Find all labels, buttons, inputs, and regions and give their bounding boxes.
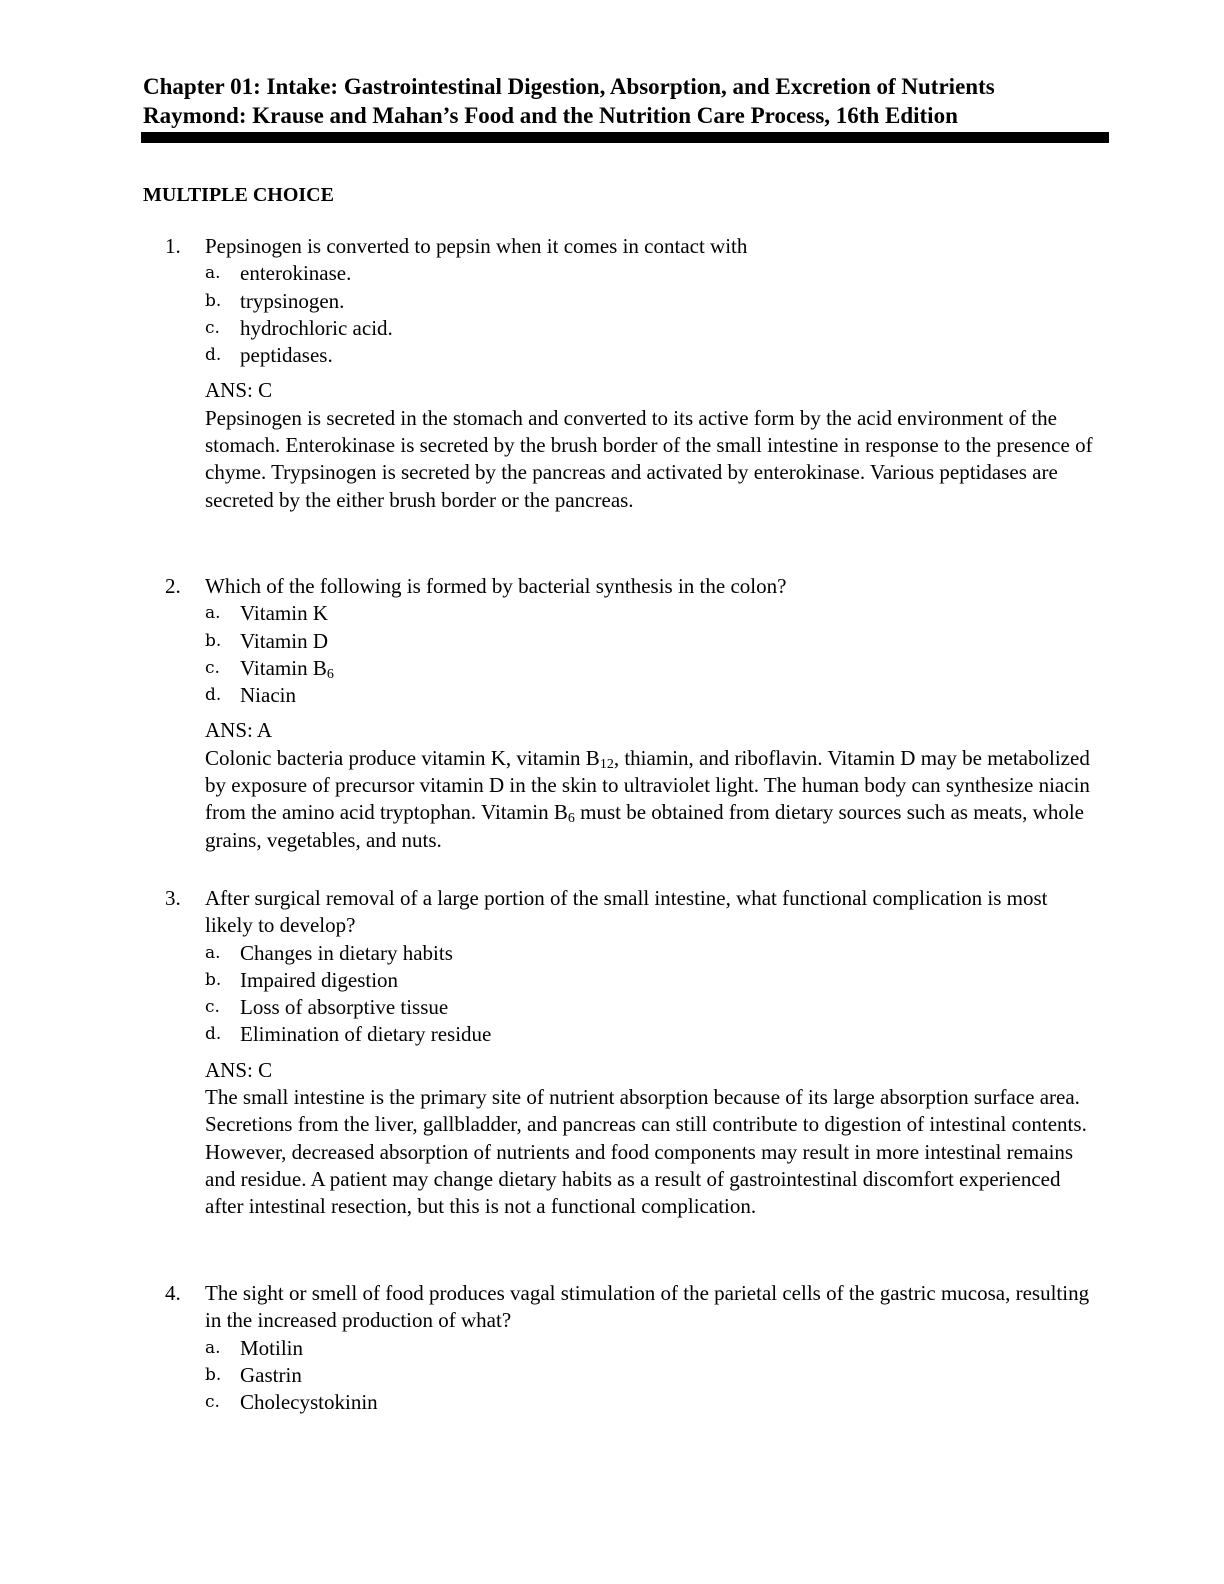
option-c <box>205 994 1095 1021</box>
question-number: 1. <box>165 234 181 258</box>
question-2 <box>165 573 1095 854</box>
option-b <box>205 288 1095 315</box>
option-text: Gastrin <box>240 1362 302 1387</box>
option-text: trypsinogen. <box>240 288 345 313</box>
option-letter: a. <box>205 942 221 963</box>
section-title: MULTIPLE CHOICE <box>143 184 334 206</box>
option-a <box>205 940 1095 967</box>
option-text: hydrochloric acid. <box>240 315 393 340</box>
rationale-text: Pepsinogen is secreted in the stomach and converted to its active form by the acid environment of the stomach. Enterokinase is secreted by the brush border of the small intestine in response to the presence of chyme. Trypsinogen is secreted by the pancreas and activated by enterokinase. Various peptidases are secreted by the either brush border or the pancreas. <box>205 405 1093 512</box>
answer-key: ANS: C <box>205 378 273 403</box>
document-header <box>143 72 1109 130</box>
option-text: Niacin <box>240 683 296 708</box>
option-text: enterokinase. <box>240 261 352 286</box>
question-3 <box>165 885 1095 1221</box>
answer-key: ANS: C <box>205 1057 273 1082</box>
option-a <box>205 1335 1095 1362</box>
question-stem <box>165 1280 1095 1335</box>
option-letter: a. <box>205 1337 221 1358</box>
option-c <box>205 655 1095 682</box>
question-text: Pepsinogen is converted to pepsin when it comes in contact with <box>205 234 748 258</box>
option-a <box>205 600 1095 627</box>
option-c <box>205 315 1095 342</box>
option-list <box>205 940 1095 1049</box>
answer-key: ANS: A <box>205 718 273 743</box>
option-letter: d. <box>205 345 222 366</box>
question-text: Which of the following is formed by bacterial synthesis in the colon? <box>205 574 787 598</box>
option-b <box>205 1362 1095 1389</box>
option-letter: c. <box>205 657 220 678</box>
option-text-main: Vitamin B <box>240 655 327 680</box>
question-stem <box>165 573 1095 600</box>
question-stem <box>165 233 1095 260</box>
chapter-title: Chapter 01: Intake: Gastrointestinal Digestion, Absorption, and Excretion of Nutrients <box>143 74 995 99</box>
option-text: Vitamin D <box>240 628 328 653</box>
option-text: Elimination of dietary residue <box>240 1022 492 1047</box>
question-1 <box>165 233 1095 514</box>
option-list <box>205 1335 1095 1417</box>
option-text: Loss of absorptive tissue <box>240 995 449 1020</box>
option-text <box>240 655 334 682</box>
option-d <box>205 1021 1095 1048</box>
subscript: 6 <box>567 811 575 827</box>
option-letter: c. <box>205 997 220 1018</box>
rationale-text: The small intestine is the primary site of nutrient absorption because of its large absorption surface area. Secretions from the liver, gallbladder, and pancreas can still contribute to digestion of intestinal contents. However, decreased absorption of nutrients and food components may result in more intestinal remains and residue. A patient may change dietary habits as a result of gastrointestinal discomfort experienced after intestinal resection, but this is not a functional complication. <box>205 1085 1087 1219</box>
option-text: Changes in dietary habits <box>240 940 453 965</box>
option-text: Motilin <box>240 1335 304 1360</box>
question-stem <box>165 885 1095 940</box>
option-text: peptidases. <box>240 343 333 368</box>
option-list <box>205 600 1095 709</box>
option-letter: b. <box>205 290 222 311</box>
rationale-part: Colonic bacteria produce vitamin K, vitamin B <box>205 745 600 770</box>
option-a <box>205 260 1095 287</box>
option-d <box>205 682 1095 709</box>
option-c <box>205 1389 1095 1416</box>
question-text: The sight or smell of food produces vagal stimulation of the parietal cells of the gastric mucosa, resulting in the increased production of what? <box>205 1281 1090 1333</box>
option-letter: b. <box>205 1364 222 1385</box>
option-letter: b. <box>205 630 222 651</box>
option-list <box>205 260 1095 369</box>
book-title: Raymond: Krause and Mahan’s Food and the Nutrition Care Process, 16th Edition <box>143 103 958 128</box>
rationale-part: must be obtained from dietary sources such as meats, whole grains, vegetables, and nuts. <box>205 800 1084 852</box>
question-number: 4. <box>165 1281 181 1305</box>
option-letter: b. <box>205 969 222 990</box>
option-b <box>205 628 1095 655</box>
rationale-part: , thiamin, and riboflavin. Vitamin D may be metabolized by exposure of precursor vitamin D in the skin to ultraviolet light. The human body can synthesize niacin from the amino acid tryptophan. Vitamin B <box>205 745 1090 825</box>
header-rule <box>141 132 1109 143</box>
option-text: Impaired digestion <box>240 967 399 992</box>
rationale-text <box>205 745 1095 854</box>
option-letter: c. <box>205 317 220 338</box>
option-text: Vitamin K <box>240 601 328 626</box>
option-text: Cholecystokinin <box>240 1390 378 1415</box>
question-4 <box>165 1280 1095 1416</box>
option-letter: a. <box>205 603 221 624</box>
question-number: 2. <box>165 574 181 598</box>
option-b <box>205 967 1095 994</box>
subscript: 6 <box>326 666 334 682</box>
option-letter: d. <box>205 685 222 706</box>
question-number: 3. <box>165 886 181 910</box>
option-letter: a. <box>205 263 221 284</box>
option-letter: d. <box>205 1024 222 1045</box>
subscript: 12 <box>599 756 614 772</box>
option-d <box>205 342 1095 369</box>
question-text: After surgical removal of a large portion of the small intestine, what functional complication is most likely to develop? <box>205 886 1048 938</box>
option-letter: c. <box>205 1392 220 1413</box>
